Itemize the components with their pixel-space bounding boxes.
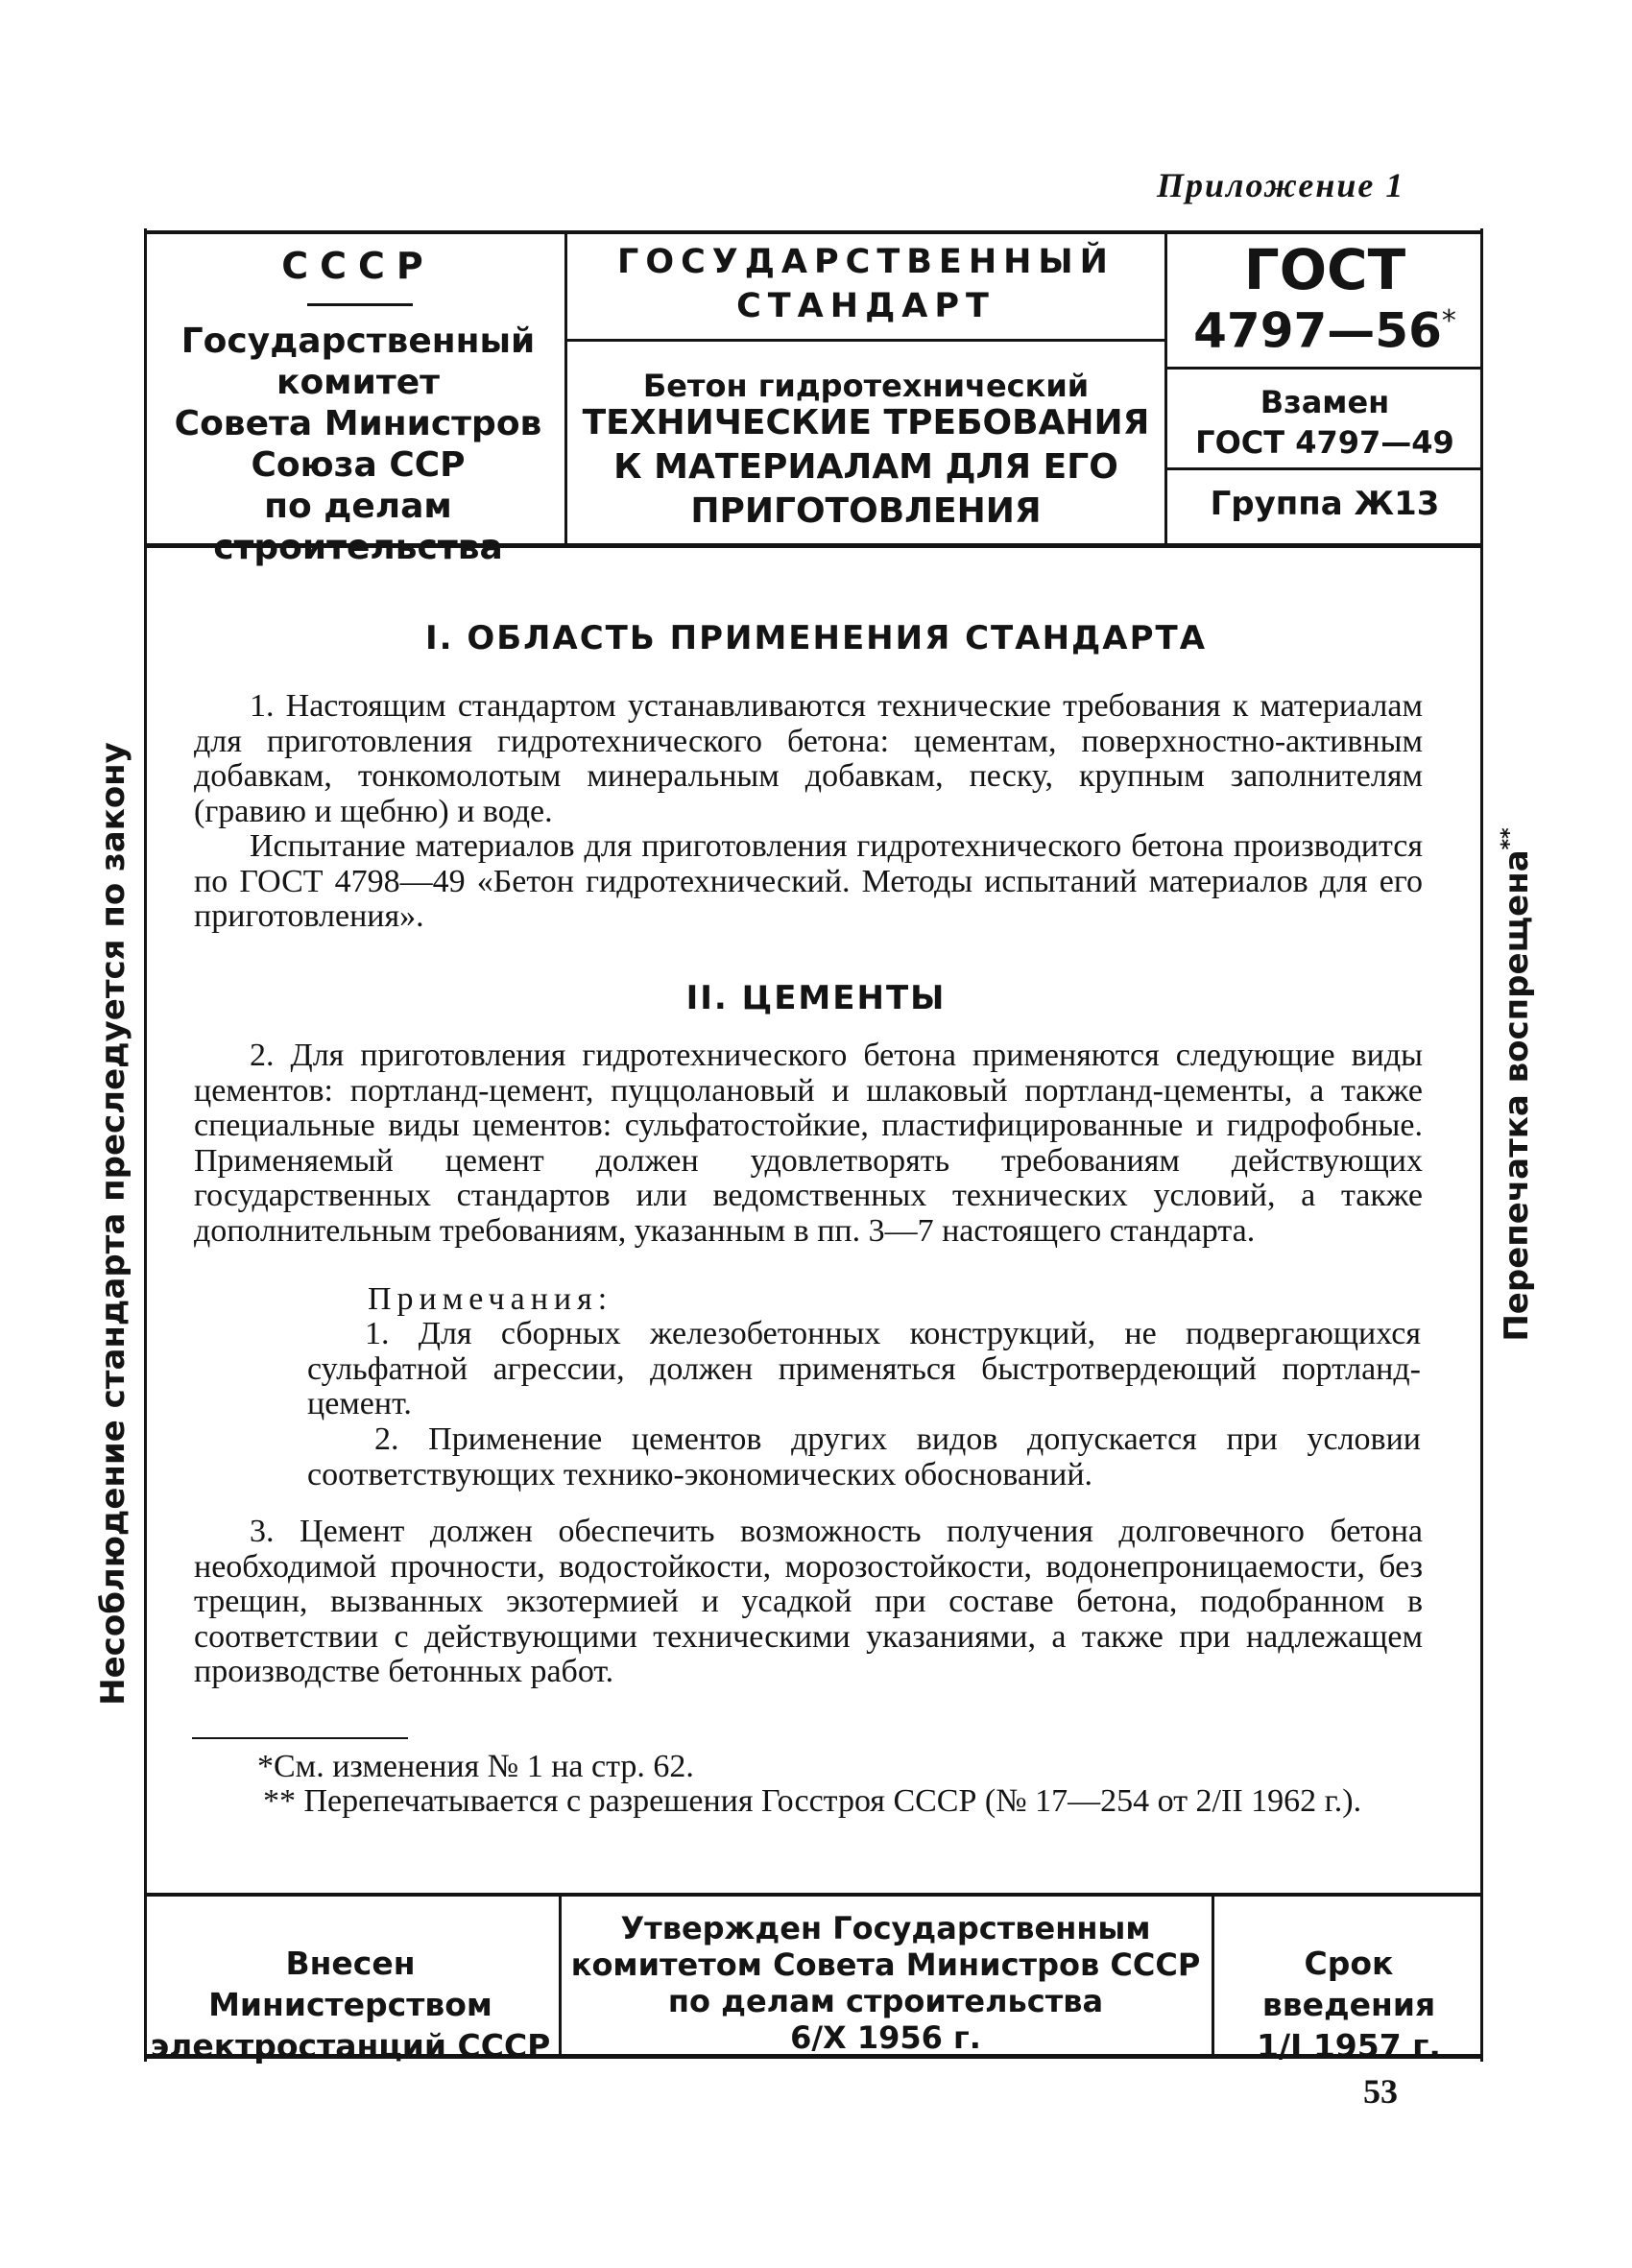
introduced-line: Внесен Министерством	[208, 1945, 492, 2023]
section-1-heading: I. ОБЛАСТЬ ПРИМЕНЕНИЯ СТАНДАРТА	[424, 619, 1208, 657]
footnote-rule	[192, 1737, 408, 1739]
approved-line: 6/X 1956 г.	[790, 2019, 981, 2056]
replaces-line: ГОСТ 4797—49	[1195, 424, 1454, 461]
document-title	[568, 401, 1164, 534]
replaces-line: Взамен	[1260, 384, 1390, 420]
state-standard-line: СТАНДАРТ	[736, 287, 996, 325]
effective-line: Срок введения	[1261, 1945, 1436, 2023]
gost-rule-2	[1167, 467, 1480, 470]
gost-number: 4797—56	[1193, 302, 1442, 359]
group-label: Группа Ж13	[1210, 485, 1440, 523]
side-text-right	[1498, 827, 1536, 1341]
side-text-right-mark: **	[1497, 827, 1522, 850]
section-2-heading: II. ЦЕМЕНТЫ	[685, 979, 947, 1017]
appendix-label: Приложение 1	[1157, 166, 1405, 204]
header-divider-2	[1164, 234, 1167, 543]
document-subtitle: Бетон гидротехнический	[642, 368, 1090, 404]
ussr-label: СССР	[281, 245, 435, 287]
header-mid-rule	[567, 339, 1164, 342]
side-text-right-label: Перепечатка воспрещена	[1498, 849, 1537, 1342]
frame-right-line	[1480, 228, 1483, 2062]
title-line: К МАТЕРИАЛАМ ДЛЯ ЕГО	[613, 447, 1118, 487]
note-1: 1. Для сборных железобетонных конструкций, не подвергающихся сульфатной агрессии, должен применяться быстротвердеющий портланд-цемент.	[307, 1316, 1421, 1421]
ussr-rule	[307, 303, 413, 306]
gost-number-mark: *	[1441, 304, 1456, 338]
paragraph-3: 3. Цемент должен обеспечить возможность получения долговечного бетона необходимой прочности, водостойкости, морозостойкости, водонепроницаемости, без трещин, вызванных экзотермией и усадкой при составе бетона, подобранном в соответствии с действующими техническими указаниями, а также при надлежащем производстве бетонных работ.	[194, 1514, 1423, 1689]
paragraph-1b: Испытание материалов для приготовления гидротехнического бетона производится по ГОСТ 4798—49 «Бетон гидротехнический. Методы испытаний материалов для его приготовления».	[194, 828, 1423, 934]
approved-by	[562, 1910, 1210, 2056]
gost-number-line	[1171, 293, 1478, 360]
effective-line: 1/I 1957 г.	[1257, 2027, 1441, 2065]
footnote-2: ** Перепечатывается с разрешения Госстроя СССР (№ 17—254 от 2/II 1962 г.).	[263, 1783, 1362, 1819]
state-standard-line: ГОСУДАРСТВЕННЫЙ	[617, 243, 1115, 281]
side-text-left: Несоблюдение стандарта преследуется по закону	[94, 742, 132, 1706]
committee-line: Совета Министров	[174, 404, 542, 443]
footnote-1: *См. изменения № 1 на стр. 62.	[257, 1749, 694, 1784]
title-line: ПРИГОТОВЛЕНИЯ	[690, 491, 1042, 531]
committee-line: по делам строительства	[213, 487, 503, 567]
paragraph-2: 2. Для приготовления гидротехнического бетона применяются следующие виды цементов: портланд-цемент, пуццолановый и шлаковый портланд-цементы, а также специальные виды цементов: сульфатостойкие, пластифицированные и гидрофобные. Применяемый цемент должен удовлетворять требованиям действующих государственных стандартов или ведомственных технических условий, а также дополнительным требованиям, указанным в пп. 3—7 настоящего стандарта.	[194, 1038, 1423, 1249]
committee-line: комитет	[276, 363, 440, 402]
gost-rule-1	[1167, 367, 1480, 370]
page-number: 53	[1363, 2072, 1398, 2111]
paragraph-1: 1. Настоящим стандартом устанавливаются технические требования к материалам для приготовления гидротехнического бетона: цементам, поверхностно-активным добавкам, тонкомолотым минеральным добавкам, песку, крупным заполнителям (гравию и щебню) и воде.	[194, 688, 1423, 829]
approved-line: Утвержден Государственным	[620, 1910, 1151, 1946]
gost-label: ГОСТ	[1243, 237, 1406, 302]
introduced-by	[144, 1943, 557, 2066]
effective-date	[1214, 1943, 1483, 2066]
approved-line: комитетом Совета Министров СССР	[570, 1946, 1201, 1983]
footer-top-rule	[144, 1893, 1483, 1897]
approved-line: по делам строительства	[667, 1983, 1104, 2019]
committee-line: Государственный	[180, 322, 536, 361]
state-standard-label	[568, 240, 1164, 328]
note-2: 2. Применение цементов других видов допускается при условии соответствующих технико-экономических обоснований.	[307, 1421, 1421, 1492]
notes-title: Примечания:	[368, 1281, 613, 1317]
committee-block	[149, 321, 567, 568]
title-line: ТЕХНИЧЕСКИЕ ТРЕБОВАНИЯ	[582, 403, 1150, 442]
introduced-line: электростанций СССР	[150, 2027, 551, 2065]
header-top-rule	[144, 230, 1483, 234]
replaces-block	[1171, 382, 1478, 463]
frame-left-line	[144, 228, 147, 2062]
committee-line: Союза ССР	[251, 445, 466, 485]
